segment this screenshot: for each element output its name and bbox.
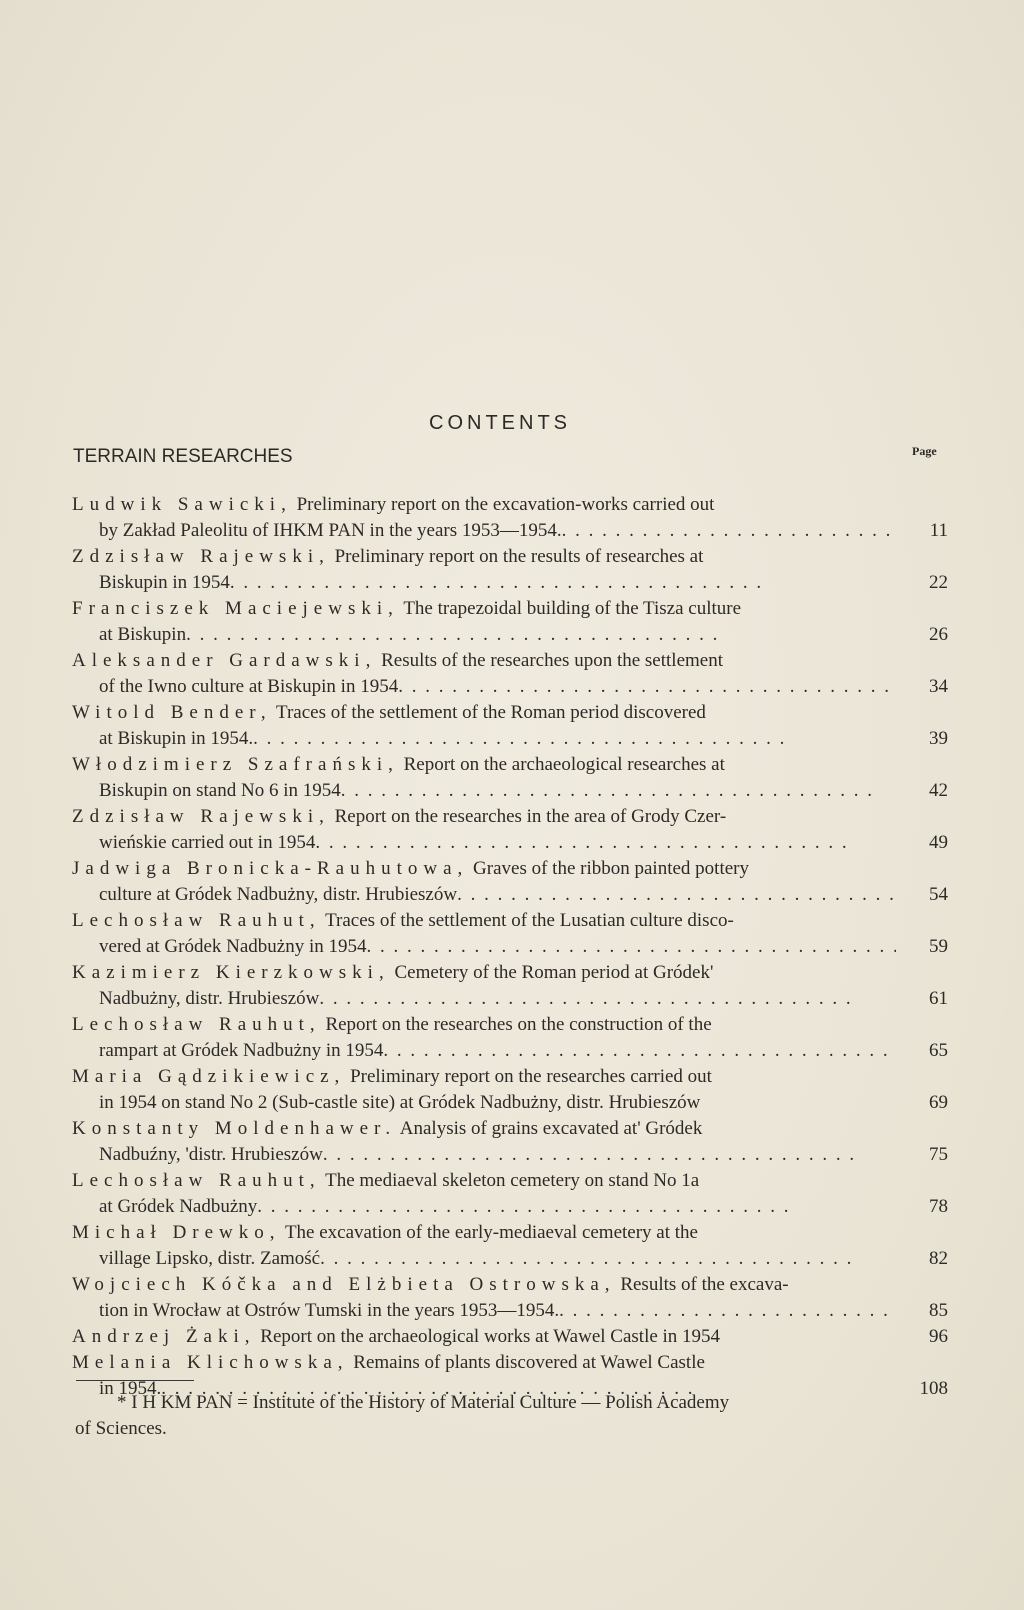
toc-title-end: at Biskupin xyxy=(99,624,187,645)
toc-title-start: Remains of plants discovered at Wawel Castle xyxy=(353,1352,705,1373)
toc-title-end: in 1954. xyxy=(99,1378,162,1399)
toc-leader-dots xyxy=(230,570,896,596)
toc-entry-line-1 xyxy=(72,596,884,622)
toc-entry-line-2 xyxy=(72,726,948,752)
toc-entry-line-1 xyxy=(72,1272,884,1298)
section-title: TERRAIN RESEARCHES xyxy=(73,446,293,467)
toc-leader-dots xyxy=(341,778,896,804)
toc-entry-heading xyxy=(72,700,706,726)
toc-leader-dots xyxy=(559,1298,896,1324)
toc-author: Aleksander Gardawski, xyxy=(72,650,377,671)
toc-leader-dots xyxy=(315,830,896,856)
toc-entry xyxy=(72,1168,948,1220)
toc-page-number: 22 xyxy=(929,572,948,593)
toc-title-start: Graves of the ribbon painted pottery xyxy=(473,858,749,879)
toc-author: Konstanty Moldenhawer. xyxy=(72,1118,397,1139)
toc-entry-line-2 xyxy=(72,1246,948,1272)
toc-author: Ludwik Sawicki, xyxy=(72,494,292,515)
toc-title-start: The excavation of the early-mediaeval cemetery at the xyxy=(284,1222,698,1243)
toc-page-number: 65 xyxy=(929,1040,948,1061)
toc-title-end: rampart at Gródek Nadbużny in 1954 xyxy=(99,1040,384,1061)
toc-entry-heading xyxy=(72,1168,699,1194)
toc-entry-line-2 xyxy=(72,622,948,648)
toc-author: Jadwiga Bronicka-Rauhutowa, xyxy=(72,858,469,879)
toc-entry-line-2 xyxy=(72,1038,948,1064)
toc-entry-heading xyxy=(72,960,713,986)
toc-leader-dots xyxy=(398,674,896,700)
toc-entry-line-2 xyxy=(72,518,948,544)
toc-entry-line-2 xyxy=(72,934,948,960)
footnote-line-2: of Sciences. xyxy=(75,1418,167,1439)
toc-entry-line-2 xyxy=(72,1142,948,1168)
toc-title-end: Biskupin on stand No 6 in 1954 xyxy=(99,780,341,801)
toc-author: Michał Drewko, xyxy=(72,1222,281,1243)
toc-leader-dots xyxy=(562,518,896,544)
toc-entry xyxy=(72,1012,948,1064)
toc-entry-line-1 xyxy=(72,1324,948,1350)
toc-page-number: 39 xyxy=(929,728,948,749)
toc-title-start: Preliminary report on the researches carried out xyxy=(350,1066,712,1087)
footnote-line-1: * I H KM PAN = Institute of the History of Material Culture — Polish Academy xyxy=(117,1392,730,1413)
footnote-rule xyxy=(76,1380,194,1381)
toc-entry-line-2 xyxy=(72,882,948,908)
toc-entry-line-2 xyxy=(72,570,948,596)
toc-entry xyxy=(72,700,948,752)
toc-entry-line-2 xyxy=(72,1194,948,1220)
toc-entry-line-1 xyxy=(72,1064,884,1090)
toc-entry xyxy=(72,856,948,908)
toc-title-end: vered at Gródek Nadbużny in 1954 xyxy=(99,936,367,957)
toc-page-number: 82 xyxy=(929,1248,948,1269)
toc-entry-heading xyxy=(72,1350,705,1376)
toc-entry xyxy=(72,960,948,1012)
toc-author: Lechosław Rauhut, xyxy=(72,1014,321,1035)
toc-entry-heading xyxy=(72,908,734,934)
toc-entry xyxy=(72,908,948,960)
toc-entry-line-1 xyxy=(72,648,884,674)
toc-title-start: Cemetery of the Roman period at Gródek' xyxy=(394,962,714,983)
toc-title-start: Analysis of grains excavated at' Gródek xyxy=(399,1118,703,1139)
toc-title-end: village Lipsko, distr. Zamość xyxy=(99,1248,321,1269)
toc-entry xyxy=(72,804,948,856)
toc-entry xyxy=(72,1116,948,1168)
toc-entry-heading xyxy=(72,1220,698,1246)
toc-entry-line-1 xyxy=(72,1116,884,1142)
toc-entry-line-1 xyxy=(72,492,884,518)
toc-entry-line-2 xyxy=(72,778,948,804)
toc-title-end: Nadbuźny, 'distr. Hrubieszów xyxy=(99,1144,323,1165)
toc-entry-line-1 xyxy=(72,908,884,934)
toc-title-end: Biskupin in 1954 xyxy=(99,572,230,593)
toc-page-number: 49 xyxy=(929,832,948,853)
toc-page-number: 59 xyxy=(929,936,948,957)
toc-entry-heading xyxy=(72,1064,712,1090)
toc-entry-line-1 xyxy=(72,856,884,882)
toc-author: Lechosław Rauhut, xyxy=(72,910,321,931)
toc-author: Zdzisław Rajewski, xyxy=(72,806,330,827)
toc-title-end: at Biskupin in 1954. xyxy=(99,728,254,749)
toc-entry-heading xyxy=(72,492,714,518)
toc-entry xyxy=(72,492,948,544)
toc-page-number: 75 xyxy=(929,1144,948,1165)
toc-entry-line-1 xyxy=(72,1168,884,1194)
footnote xyxy=(75,1390,935,1442)
toc-entry-line-2 xyxy=(72,830,948,856)
toc-entry-line-2 xyxy=(72,986,948,1012)
toc-title-start: Preliminary report on the results of researches at xyxy=(334,546,704,567)
toc-entry xyxy=(72,1324,948,1350)
toc-author: Franciszek Maciejewski, xyxy=(72,598,399,619)
toc-leader-dots xyxy=(323,1142,896,1168)
toc-leader-dots xyxy=(457,882,896,908)
toc-title-end: wieńskie carried out in 1954 xyxy=(99,832,316,853)
toc-entry-line-2 xyxy=(72,1090,948,1116)
toc-entry-line-1 xyxy=(72,1220,884,1246)
toc-entry-heading xyxy=(72,1012,712,1038)
toc-page-number: 78 xyxy=(929,1196,948,1217)
toc-title-start: Report on the researches in the area of Grody Czer- xyxy=(334,806,727,827)
toc-entry xyxy=(72,596,948,648)
toc-entry-heading xyxy=(72,752,725,778)
toc-entry-heading xyxy=(72,1116,702,1142)
toc-leader-dots xyxy=(257,1194,896,1220)
toc-page-number: 69 xyxy=(929,1092,948,1113)
toc-author: Wojciech Kóčka and Elżbieta Ostrowska, xyxy=(72,1274,616,1295)
toc-entry-line-1 xyxy=(72,1350,884,1376)
toc-entry xyxy=(72,752,948,804)
toc-entry xyxy=(72,1272,948,1324)
toc-page-number: 42 xyxy=(929,780,948,801)
toc-entry-line-2 xyxy=(72,674,948,700)
toc-entry xyxy=(72,1064,948,1116)
toc-title-start: Report on the archaeological works at Wawel Castle in 1954 xyxy=(260,1326,721,1347)
toc-leader-dots xyxy=(700,1090,896,1116)
toc-title-start: Report on the researches on the construction of the xyxy=(325,1014,712,1035)
toc-leader-dots xyxy=(186,622,896,648)
toc-author: Włodzimierz Szafrański, xyxy=(72,754,399,775)
toc-leader-dots xyxy=(383,1038,896,1064)
toc-title-end: at Gródek Nadbużny xyxy=(99,1196,258,1217)
toc-leader-dots xyxy=(253,726,896,752)
toc-entry-line-1 xyxy=(72,544,884,570)
toc-entry-line-1 xyxy=(72,804,884,830)
toc-entry-line-1 xyxy=(72,700,884,726)
toc-page-number: 34 xyxy=(929,676,948,697)
toc-page-number: 54 xyxy=(929,884,948,905)
toc-page-number: 85 xyxy=(929,1300,948,1321)
toc-title-start: Traces of the settlement of the Lusatian culture disco- xyxy=(325,910,734,931)
toc-page-number: 96 xyxy=(929,1326,948,1347)
toc-entry-heading xyxy=(72,1272,789,1298)
toc-title-end: tion in Wrocław at Ostrów Tumski in the years 1953—1954. xyxy=(99,1300,560,1321)
toc-entry xyxy=(72,648,948,700)
toc-entry-heading xyxy=(72,856,749,882)
toc-entry-line-1 xyxy=(72,752,884,778)
toc-title-end: Nadbużny, distr. Hrubieszów xyxy=(99,988,320,1009)
toc-title-start: Report on the archaeological researches at xyxy=(403,754,725,775)
toc-entry xyxy=(72,1220,948,1272)
toc-title-start: Traces of the settlement of the Roman period discovered xyxy=(276,702,706,723)
toc-author: Lechosław Rauhut, xyxy=(72,1170,321,1191)
toc-author: Kazimierz Kierzkowski, xyxy=(72,962,390,983)
toc-title-end: of the Iwno culture at Biskupin in 1954 xyxy=(99,676,399,697)
toc-title-end: by Zakład Paleolitu of IHKM PAN in the years 1953—1954. xyxy=(99,520,562,541)
toc-author: Andrzej Żaki, xyxy=(72,1326,256,1347)
toc-author: Maria Gądzikiewicz, xyxy=(72,1066,346,1087)
toc-page-number: 11 xyxy=(929,520,948,541)
toc-entry-heading xyxy=(72,596,741,622)
toc-title-end: in 1954 on stand No 2 (Sub-castle site) at Gródek Nadbużny, distr. Hrubieszów xyxy=(99,1092,701,1113)
toc-title-start: The trapezoidal building of the Tisza culture xyxy=(403,598,742,619)
contents-heading: CONTENTS xyxy=(429,412,571,434)
toc-entry-heading xyxy=(72,648,723,674)
toc-leader-dots xyxy=(367,934,896,960)
toc-author: Zdzisław Rajewski, xyxy=(72,546,330,567)
toc-entry-heading xyxy=(72,804,726,830)
toc-entry-heading xyxy=(72,544,703,570)
toc-page-number: 26 xyxy=(929,624,948,645)
page-column-label: Page xyxy=(912,444,937,458)
table-of-contents xyxy=(72,492,948,1402)
toc-leader-dots xyxy=(320,1246,896,1272)
toc-title-start: Results of the researches upon the settlement xyxy=(381,650,723,671)
toc-entry-line-1 xyxy=(72,960,884,986)
toc-title-start: Results of the excava- xyxy=(620,1274,789,1295)
toc-title-end: culture at Gródek Nadbużny, distr. Hrubieszów xyxy=(99,884,458,905)
toc-author: Witold Bender, xyxy=(72,702,272,723)
toc-title-start: The mediaeval skeleton cemetery on stand No 1a xyxy=(325,1170,700,1191)
toc-leader-dots xyxy=(319,986,896,1012)
toc-entry xyxy=(72,544,948,596)
toc-page-number: 108 xyxy=(919,1378,948,1399)
toc-title-start: Preliminary report on the excavation-works carried out xyxy=(296,494,715,515)
toc-page-number: 61 xyxy=(929,988,948,1009)
toc-author: Melania Klichowska, xyxy=(72,1352,349,1373)
toc-entry-heading xyxy=(72,1324,720,1350)
toc-entry-line-2 xyxy=(72,1298,948,1324)
toc-entry-line-1 xyxy=(72,1012,884,1038)
